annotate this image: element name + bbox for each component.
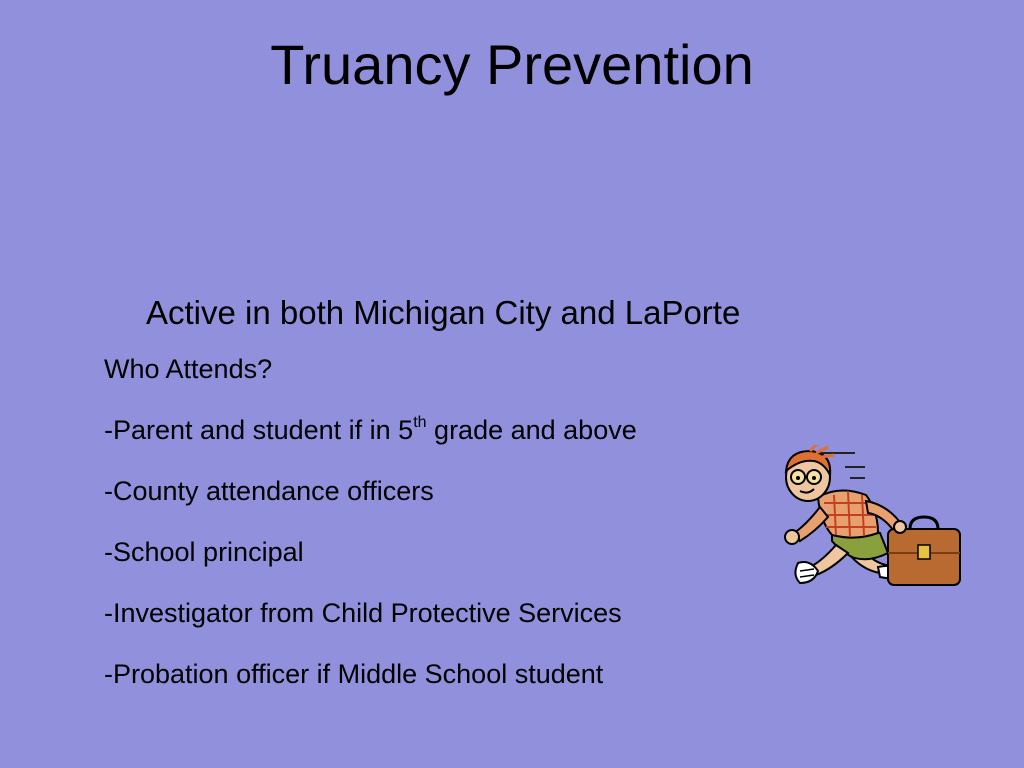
superscript: th	[413, 414, 427, 431]
list-item: -Investigator from Child Protective Services	[104, 598, 622, 628]
list-item: -School principal	[104, 537, 304, 567]
list-item: -Probation officer if Middle School student	[104, 659, 604, 689]
slide-title: Truancy Prevention	[270, 33, 754, 96]
attendee-list	[104, 413, 637, 718]
list-item: -County attendance officers	[104, 476, 434, 506]
list-item-text: -Parent and student if in 5	[104, 415, 414, 445]
slide-subtitle: Active in both Michigan City and LaPorte	[146, 294, 741, 331]
running-student-icon	[770, 445, 970, 605]
list-item	[104, 413, 637, 474]
list-item-text: grade and above	[426, 415, 637, 445]
who-attends-heading: Who Attends?	[104, 354, 273, 384]
